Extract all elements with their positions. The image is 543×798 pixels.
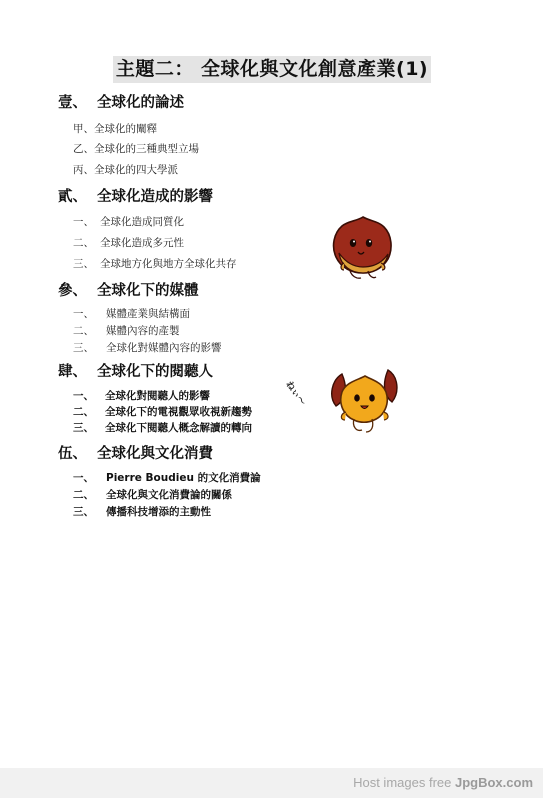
section-number: 壹、	[58, 95, 87, 111]
list-item: 丙、全球化的四大學派	[73, 164, 178, 176]
section-heading-3	[58, 282, 199, 300]
list-item	[73, 324, 180, 338]
section-heading-5	[58, 445, 213, 463]
chestnut-mascot-icon	[326, 362, 404, 438]
item-number: 三、	[73, 258, 94, 270]
footer-bar	[0, 768, 543, 798]
item-text: 全球化下閱聽人概念解讀的轉向	[105, 422, 252, 434]
item-number: 二、	[73, 406, 94, 418]
list-item	[73, 405, 252, 419]
speech-text: ねぃ〜	[283, 379, 308, 408]
list-item	[73, 421, 252, 435]
chestnut-mascot-icon	[330, 213, 396, 283]
item-text: 全球化對媒體內容的影響	[106, 342, 222, 354]
section-number: 貳、	[58, 189, 87, 205]
item-text: 全球化與文化消費論的關係	[106, 489, 232, 501]
section-number: 伍、	[58, 446, 87, 462]
page-title: 主題二： 全球化與文化創意產業(1)	[113, 56, 431, 83]
section-number: 肆、	[58, 364, 87, 380]
item-number: 二、	[73, 237, 94, 249]
item-number: 一、	[73, 472, 94, 484]
item-text: 全球化造成多元性	[100, 237, 184, 249]
item-text: 傳播科技增添的主動性	[106, 506, 211, 518]
item-number: 一、	[73, 216, 94, 228]
item-number: 三、	[73, 422, 94, 434]
footer-brand-link[interactable]: JpgBox.com	[454, 775, 533, 790]
footer-prefix: Host images free	[353, 775, 452, 790]
item-number: 二、	[73, 325, 94, 337]
section-heading-1	[58, 94, 184, 112]
list-item	[73, 341, 222, 355]
section-heading-4	[58, 363, 213, 381]
item-number: 三、	[73, 506, 94, 518]
item-text: 全球地方化與地方全球化共存	[100, 258, 237, 270]
section-heading-2	[58, 188, 213, 206]
list-item	[73, 488, 232, 502]
section-number: 參、	[58, 283, 87, 299]
footer-credit[interactable]	[353, 775, 533, 790]
item-text: 全球化造成同質化	[100, 216, 184, 228]
list-item	[73, 307, 190, 321]
list-item: 甲、全球化的闡釋	[73, 123, 157, 135]
item-number: 二、	[73, 489, 94, 501]
list-item	[73, 215, 184, 229]
section-title: 全球化下的閱聽人	[97, 364, 213, 380]
section-title: 全球化與文化消費	[97, 446, 213, 462]
section-title: 全球化下的媒體	[97, 283, 199, 299]
list-item: 乙、全球化的三種典型立場	[73, 143, 199, 155]
list-item	[73, 257, 237, 271]
item-text: 全球化對閱聽人的影響	[105, 390, 210, 402]
section-title: 全球化的論述	[97, 95, 184, 111]
list-item	[73, 389, 210, 403]
item-text: 全球化下的電視觀眾收視新趨勢	[105, 406, 252, 418]
item-number: 一、	[73, 308, 94, 320]
list-item	[73, 471, 261, 485]
section-title: 全球化造成的影響	[97, 189, 213, 205]
item-text: 媒體產業與結構面	[106, 308, 190, 320]
item-number: 一、	[73, 390, 94, 402]
list-item	[73, 236, 184, 250]
item-number: 三、	[73, 342, 94, 354]
item-text: 媒體內容的產製	[106, 325, 180, 337]
list-item	[73, 505, 211, 519]
item-text: Pierre Boudieu 的文化消費論	[106, 472, 261, 484]
